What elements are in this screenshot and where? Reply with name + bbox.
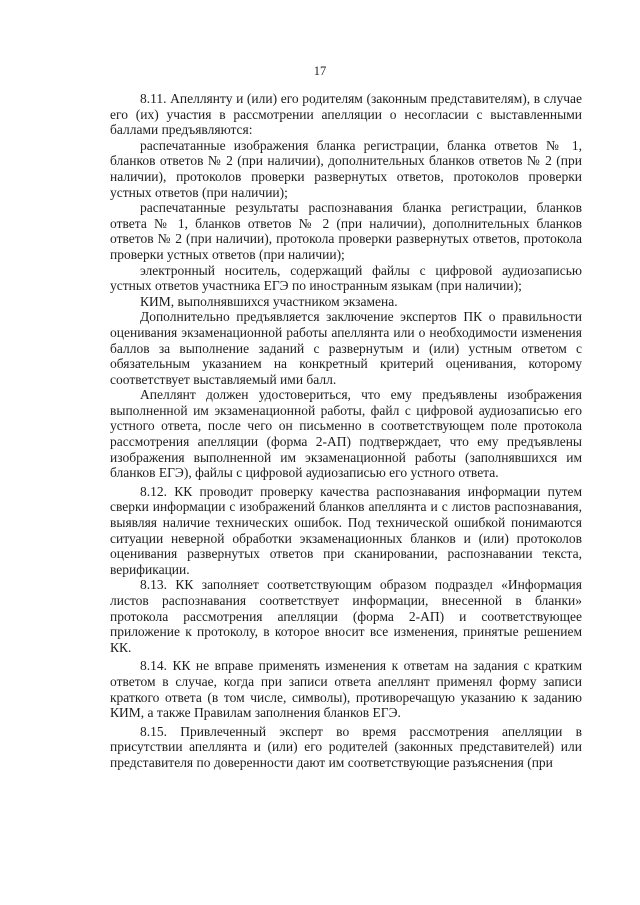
list-item-electronic-media: электронный носитель, содержащий файлы с цифровой аудиозаписью устных ответов участника ЕГЭ по иностранным языкам (при наличии); (110, 262, 582, 294)
document-body (110, 91, 582, 771)
paragraph-8-12: 8.12. КК проводит проверку качества распознавания информации путем сверки информации с изображений бланков апеллянта и с листов распознавания, выявляя наличие технических ошибок. Под технической ошибкой понимаются ситуации неверной обработки экзаменационных бланков и (или) протоколов оценивания развернутых ответов при сканировании, распознавании текста, верификации. (110, 483, 582, 577)
list-item-registration-images: распечатанные изображения бланка регистрации, бланка ответов № 1, бланков ответов № 2 (при наличии), дополнительных бланков ответов № 2 (при наличии), протоколов проверки развернутых ответов, протоколов проверки устных ответов (при наличии); (110, 137, 582, 200)
page-number: 17 (313, 64, 327, 78)
paragraph-expert-conclusion: Дополнительно предъявляется заключение экспертов ПК о правильности оценивания экзаменационной работы апеллянта или о необходимости изменения баллов за выполнение заданий с развернутым и (или) устным ответом с обязательным указанием на конкретный критерий оценивания, которому соответствует выставляемый ими балл. (110, 309, 582, 387)
list-item-kim: КИМ, выполнявшихся участником экзамена. (140, 293, 398, 309)
list-item-recognition-results: распечатанные результаты распознавания бланка регистрации, бланков ответа № 1, бланков ответов № 2 (при наличии), дополнительных бланков ответов № 2 (при наличии), протокола проверки развернутых ответов, протокола проверки устных ответов (при наличии); (110, 200, 582, 262)
paragraph-8-14: 8.14. КК не вправе применять изменения к ответам на задания с кратким ответом в случае, когда при записи ответа апеллянт применял форму записи краткого ответа (в том числе, символы), противоречащую указанию к заданию КИМ, а также Правилам заполнения бланков ЕГЭ. (110, 658, 582, 721)
paragraph-8-15: 8.15. Привлеченный эксперт во время рассмотрения апелляции в присутствии апеллянта и (или) его родителей (законных представителей) или представителя по доверенности дают им соответствующие разъяснения (при (110, 723, 582, 770)
paragraph-8-13: 8.13. КК заполняет соответствующим образом подраздел «Информация листов распознавания соответствует информации, внесенной в бланки» протокола рассмотрения апелляции (форма 2-АП) и соответствующее приложение к протоколу, в которое вносит все изменения, принятые решением КК. (110, 577, 582, 655)
paragraph-appellant-verification: Апеллянт должен удостовериться, что ему предъявлены изображения выполненной им экзаменационной работы, файл с цифровой аудиозаписью его устного ответа, после чего он письменно в соответствующем поле протокола рассмотрения апелляции (форма 2-АП) подтверждает, что ему предъявлены изображения выполненной им экзаменационной работы (заполнявшихся им бланков ЕГЭ), файлы с цифровой аудиозаписью его устного ответа. (110, 387, 582, 481)
paragraph-8-11: 8.11. Апеллянту и (или) его родителям (законным представителям), в случае его (их) участия в рассмотрении апелляции о несогласии с выставленными баллами предъявляются: (110, 91, 582, 138)
